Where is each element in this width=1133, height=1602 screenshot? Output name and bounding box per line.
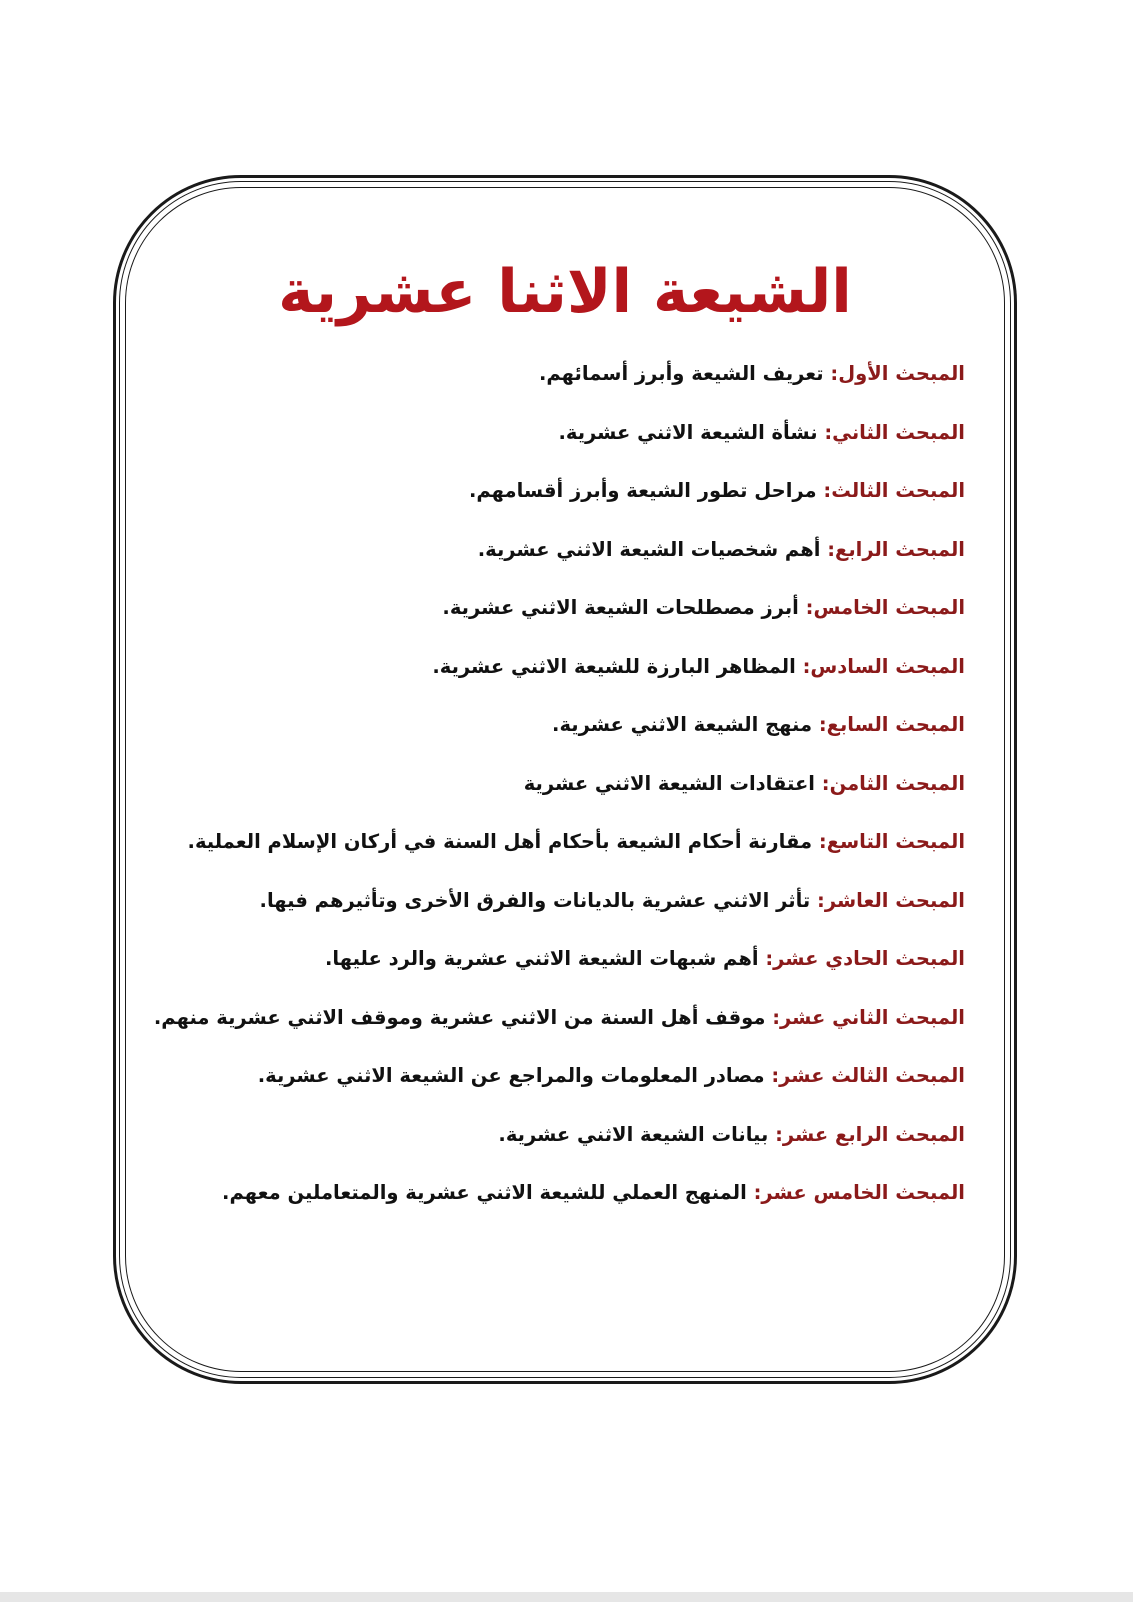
section-label: المبحث الخامس: <box>805 596 965 619</box>
section-label: المبحث التاسع: <box>818 830 965 853</box>
section-text: مقارنة أحكام الشيعة بأحكام أهل السنة في أركان الإسلام العملية. <box>187 830 819 853</box>
section-label: المبحث الرابع: <box>827 537 965 561</box>
section-item <box>145 353 965 412</box>
section-label: المبحث الخامس عشر: <box>753 1181 965 1204</box>
section-text: نشأة الشيعة الاثني عشرية. <box>558 420 825 444</box>
section-text: المظاهر البارزة للشيعة الاثني عشرية. <box>432 654 803 678</box>
section-label: المبحث الثاني عشر: <box>772 1005 965 1029</box>
section-item <box>145 1114 965 1173</box>
page-title: الشيعة الاثنا عشرية <box>278 257 852 327</box>
section-label: المبحث الثامن: <box>821 771 965 795</box>
section-label: المبحث الرابع عشر: <box>775 1122 965 1146</box>
section-text: مراحل تطور الشيعة وأبرز أقسامهم. <box>468 479 824 502</box>
section-text: مصادر المعلومات والمراجع عن الشيعة الاثني عشرية. <box>257 1064 772 1087</box>
section-text: بيانات الشيعة الاثني عشرية. <box>498 1122 776 1146</box>
section-item <box>145 704 965 763</box>
section-item <box>145 1055 965 1114</box>
section-label: المبحث الحادي عشر: <box>765 947 965 970</box>
section-item <box>145 938 965 997</box>
section-label: المبحث الثالث: <box>823 479 965 502</box>
section-item <box>145 821 965 880</box>
section-item <box>145 412 965 471</box>
section-text: أهم شخصيات الشيعة الاثني عشرية. <box>477 537 828 561</box>
section-item <box>145 470 965 529</box>
section-text: موقف أهل السنة من الاثني عشرية وموقف الاثني عشرية منهم. <box>153 1005 773 1029</box>
section-item <box>145 880 965 939</box>
section-text: اعتقادات الشيعة الاثني عشرية <box>523 771 822 795</box>
section-text: تأثر الاثني عشرية بالديانات والفرق الأخرى وتأثيرهم فيها. <box>259 888 818 912</box>
section-label: المبحث الأول: <box>830 362 965 385</box>
section-label: المبحث السابع: <box>818 713 965 736</box>
section-label: المبحث الثالث عشر: <box>771 1064 965 1087</box>
section-text: أهم شبهات الشيعة الاثني عشرية والرد عليها. <box>324 947 766 970</box>
section-item <box>145 529 965 588</box>
section-item <box>145 1172 965 1231</box>
section-text: تعريف الشيعة وأبرز أسمائهم. <box>538 362 831 385</box>
section-text: المنهج العملي للشيعة الاثني عشرية والمتعاملين معهم. <box>222 1181 754 1204</box>
section-item <box>145 763 965 822</box>
sections-list <box>145 353 965 1231</box>
page-bottom-strip <box>0 1592 1133 1602</box>
section-text: أبرز مصطلحات الشيعة الاثني عشرية. <box>442 596 806 619</box>
section-item <box>145 587 965 646</box>
section-item <box>145 997 965 1056</box>
section-label: المبحث العاشر: <box>817 888 965 912</box>
section-label: المبحث الثاني: <box>824 420 965 444</box>
section-text: منهج الشيعة الاثني عشرية. <box>552 713 819 736</box>
section-item <box>145 646 965 705</box>
section-label: المبحث السادس: <box>802 654 965 678</box>
